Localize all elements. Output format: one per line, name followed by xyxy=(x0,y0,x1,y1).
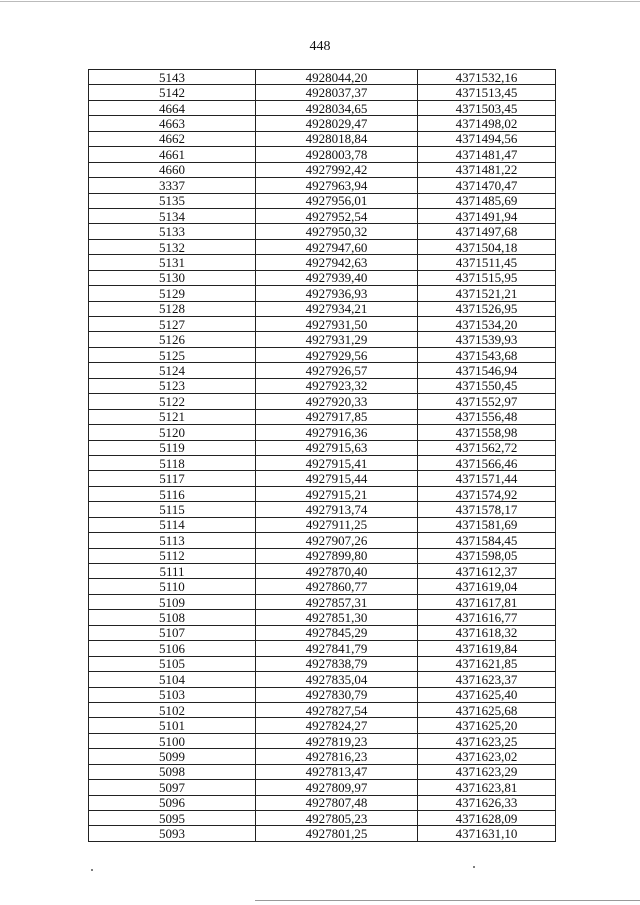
y-coordinate-cell: 4371623,37 xyxy=(418,672,556,687)
y-coordinate-cell: 4371618,32 xyxy=(418,625,556,640)
x-coordinate-cell: 4927920,33 xyxy=(256,394,418,409)
x-coordinate-cell: 4927860,77 xyxy=(256,579,418,594)
scan-bottom-edge xyxy=(255,900,640,901)
point-number-cell: 4664 xyxy=(89,100,256,115)
table-row xyxy=(89,718,556,733)
table-row xyxy=(89,471,556,486)
x-coordinate-cell: 4927911,25 xyxy=(256,517,418,532)
y-coordinate-cell: 4371619,04 xyxy=(418,579,556,594)
point-number-cell: 5119 xyxy=(89,440,256,455)
table-row xyxy=(89,486,556,501)
y-coordinate-cell: 4371628,09 xyxy=(418,811,556,826)
y-coordinate-cell: 4371511,45 xyxy=(418,255,556,270)
x-coordinate-cell: 4927963,94 xyxy=(256,178,418,193)
table-row xyxy=(89,286,556,301)
y-coordinate-cell: 4371481,47 xyxy=(418,147,556,162)
point-number-cell: 5109 xyxy=(89,594,256,609)
x-coordinate-cell: 4927851,30 xyxy=(256,610,418,625)
x-coordinate-cell: 4927830,79 xyxy=(256,687,418,702)
x-coordinate-cell: 4927956,01 xyxy=(256,193,418,208)
table-row xyxy=(89,780,556,795)
point-number-cell: 5120 xyxy=(89,425,256,440)
point-number-cell: 5106 xyxy=(89,641,256,656)
coordinates-table-body xyxy=(89,70,556,842)
y-coordinate-cell: 4371539,93 xyxy=(418,332,556,347)
point-number-cell: 5129 xyxy=(89,286,256,301)
x-coordinate-cell: 4927813,47 xyxy=(256,764,418,779)
point-number-cell: 4661 xyxy=(89,147,256,162)
table-row xyxy=(89,394,556,409)
point-number-cell: 5130 xyxy=(89,270,256,285)
table-row xyxy=(89,564,556,579)
y-coordinate-cell: 4371494,56 xyxy=(418,131,556,146)
y-coordinate-cell: 4371526,95 xyxy=(418,301,556,316)
point-number-cell: 5105 xyxy=(89,656,256,671)
x-coordinate-cell: 4927870,40 xyxy=(256,564,418,579)
point-number-cell: 5126 xyxy=(89,332,256,347)
y-coordinate-cell: 4371623,02 xyxy=(418,749,556,764)
point-number-cell: 5097 xyxy=(89,780,256,795)
table-row xyxy=(89,100,556,115)
table-row xyxy=(89,147,556,162)
table-row xyxy=(89,594,556,609)
x-coordinate-cell: 4927917,85 xyxy=(256,409,418,424)
y-coordinate-cell: 4371470,47 xyxy=(418,178,556,193)
x-coordinate-cell: 4927929,56 xyxy=(256,347,418,362)
x-coordinate-cell: 4927913,74 xyxy=(256,502,418,517)
point-number-cell: 5134 xyxy=(89,208,256,223)
x-coordinate-cell: 4927915,44 xyxy=(256,471,418,486)
point-number-cell: 5125 xyxy=(89,347,256,362)
y-coordinate-cell: 4371626,33 xyxy=(418,795,556,810)
point-number-cell: 5121 xyxy=(89,409,256,424)
table-row xyxy=(89,208,556,223)
x-coordinate-cell: 4927899,80 xyxy=(256,548,418,563)
table-row xyxy=(89,517,556,532)
x-coordinate-cell: 4927931,29 xyxy=(256,332,418,347)
x-coordinate-cell: 4927939,40 xyxy=(256,270,418,285)
table-row xyxy=(89,702,556,717)
table-row xyxy=(89,440,556,455)
table-row xyxy=(89,656,556,671)
y-coordinate-cell: 4371578,17 xyxy=(418,502,556,517)
table-row xyxy=(89,455,556,470)
point-number-cell: 5122 xyxy=(89,394,256,409)
y-coordinate-cell: 4371513,45 xyxy=(418,85,556,100)
y-coordinate-cell: 4371621,85 xyxy=(418,656,556,671)
table-row xyxy=(89,301,556,316)
point-number-cell: 4662 xyxy=(89,131,256,146)
table-row xyxy=(89,193,556,208)
x-coordinate-cell: 4927934,21 xyxy=(256,301,418,316)
coordinates-table xyxy=(88,69,556,842)
y-coordinate-cell: 4371497,68 xyxy=(418,224,556,239)
point-number-cell: 5096 xyxy=(89,795,256,810)
page-number: 448 xyxy=(309,39,331,54)
point-number-cell: 5108 xyxy=(89,610,256,625)
point-number-cell: 5093 xyxy=(89,826,256,841)
y-coordinate-cell: 4371562,72 xyxy=(418,440,556,455)
y-coordinate-cell: 4371503,45 xyxy=(418,100,556,115)
table-row xyxy=(89,224,556,239)
x-coordinate-cell: 4927915,63 xyxy=(256,440,418,455)
table-row xyxy=(89,533,556,548)
table-row xyxy=(89,579,556,594)
x-coordinate-cell: 4927992,42 xyxy=(256,162,418,177)
point-number-cell: 5118 xyxy=(89,455,256,470)
point-number-cell: 5101 xyxy=(89,718,256,733)
x-coordinate-cell: 4927936,93 xyxy=(256,286,418,301)
x-coordinate-cell: 4927816,23 xyxy=(256,749,418,764)
y-coordinate-cell: 4371546,94 xyxy=(418,363,556,378)
y-coordinate-cell: 4371598,05 xyxy=(418,548,556,563)
table-row xyxy=(89,733,556,748)
x-coordinate-cell: 4927947,60 xyxy=(256,239,418,254)
table-row xyxy=(89,363,556,378)
table-row xyxy=(89,795,556,810)
x-coordinate-cell: 4927819,23 xyxy=(256,733,418,748)
point-number-cell: 5133 xyxy=(89,224,256,239)
table-row xyxy=(89,239,556,254)
x-coordinate-cell: 4928029,47 xyxy=(256,116,418,131)
point-number-cell: 5124 xyxy=(89,363,256,378)
table-row xyxy=(89,332,556,347)
point-number-cell: 5110 xyxy=(89,579,256,594)
table-row xyxy=(89,378,556,393)
x-coordinate-cell: 4928034,65 xyxy=(256,100,418,115)
x-coordinate-cell: 4928044,20 xyxy=(256,70,418,85)
scan-speck xyxy=(473,866,475,868)
table-row xyxy=(89,610,556,625)
y-coordinate-cell: 4371631,10 xyxy=(418,826,556,841)
y-coordinate-cell: 4371574,92 xyxy=(418,486,556,501)
x-coordinate-cell: 4927845,29 xyxy=(256,625,418,640)
point-number-cell: 3337 xyxy=(89,178,256,193)
table-row xyxy=(89,85,556,100)
x-coordinate-cell: 4928018,84 xyxy=(256,131,418,146)
y-coordinate-cell: 4371616,77 xyxy=(418,610,556,625)
table-row xyxy=(89,178,556,193)
y-coordinate-cell: 4371485,69 xyxy=(418,193,556,208)
point-number-cell: 5115 xyxy=(89,502,256,517)
table-row xyxy=(89,70,556,85)
point-number-cell: 5132 xyxy=(89,239,256,254)
y-coordinate-cell: 4371498,02 xyxy=(418,116,556,131)
x-coordinate-cell: 4927915,21 xyxy=(256,486,418,501)
x-coordinate-cell: 4928037,37 xyxy=(256,85,418,100)
point-number-cell: 5111 xyxy=(89,564,256,579)
table-row xyxy=(89,409,556,424)
table-row xyxy=(89,347,556,362)
y-coordinate-cell: 4371623,25 xyxy=(418,733,556,748)
x-coordinate-cell: 4927838,79 xyxy=(256,656,418,671)
point-number-cell: 5099 xyxy=(89,749,256,764)
y-coordinate-cell: 4371581,69 xyxy=(418,517,556,532)
point-number-cell: 5103 xyxy=(89,687,256,702)
table-row xyxy=(89,270,556,285)
point-number-cell: 5107 xyxy=(89,625,256,640)
x-coordinate-cell: 4927942,63 xyxy=(256,255,418,270)
x-coordinate-cell: 4927805,23 xyxy=(256,811,418,826)
y-coordinate-cell: 4371566,46 xyxy=(418,455,556,470)
point-number-cell: 5100 xyxy=(89,733,256,748)
point-number-cell: 5104 xyxy=(89,672,256,687)
y-coordinate-cell: 4371623,81 xyxy=(418,780,556,795)
y-coordinate-cell: 4371571,44 xyxy=(418,471,556,486)
point-number-cell: 5102 xyxy=(89,702,256,717)
table-row xyxy=(89,764,556,779)
point-number-cell: 5114 xyxy=(89,517,256,532)
y-coordinate-cell: 4371584,45 xyxy=(418,533,556,548)
y-coordinate-cell: 4371491,94 xyxy=(418,208,556,223)
table-row xyxy=(89,162,556,177)
point-number-cell: 5113 xyxy=(89,533,256,548)
x-coordinate-cell: 4927907,26 xyxy=(256,533,418,548)
y-coordinate-cell: 4371521,21 xyxy=(418,286,556,301)
x-coordinate-cell: 4927827,54 xyxy=(256,702,418,717)
point-number-cell: 5142 xyxy=(89,85,256,100)
table-row xyxy=(89,687,556,702)
point-number-cell: 4660 xyxy=(89,162,256,177)
y-coordinate-cell: 4371515,95 xyxy=(418,270,556,285)
scan-top-edge xyxy=(0,1,640,2)
point-number-cell: 5098 xyxy=(89,764,256,779)
table-row xyxy=(89,317,556,332)
y-coordinate-cell: 4371625,40 xyxy=(418,687,556,702)
x-coordinate-cell: 4927809,97 xyxy=(256,780,418,795)
x-coordinate-cell: 4927841,79 xyxy=(256,641,418,656)
x-coordinate-cell: 4927926,57 xyxy=(256,363,418,378)
point-number-cell: 5112 xyxy=(89,548,256,563)
table-row xyxy=(89,672,556,687)
table-row xyxy=(89,826,556,841)
table-row xyxy=(89,641,556,656)
point-number-cell: 4663 xyxy=(89,116,256,131)
table-row xyxy=(89,425,556,440)
point-number-cell: 5123 xyxy=(89,378,256,393)
table-row xyxy=(89,749,556,764)
x-coordinate-cell: 4927835,04 xyxy=(256,672,418,687)
point-number-cell: 5095 xyxy=(89,811,256,826)
x-coordinate-cell: 4927915,41 xyxy=(256,455,418,470)
x-coordinate-cell: 4927931,50 xyxy=(256,317,418,332)
y-coordinate-cell: 4371623,29 xyxy=(418,764,556,779)
x-coordinate-cell: 4927801,25 xyxy=(256,826,418,841)
point-number-cell: 5128 xyxy=(89,301,256,316)
point-number-cell: 5143 xyxy=(89,70,256,85)
y-coordinate-cell: 4371625,68 xyxy=(418,702,556,717)
x-coordinate-cell: 4927807,48 xyxy=(256,795,418,810)
point-number-cell: 5135 xyxy=(89,193,256,208)
x-coordinate-cell: 4927916,36 xyxy=(256,425,418,440)
scan-speck xyxy=(91,869,93,871)
y-coordinate-cell: 4371558,98 xyxy=(418,425,556,440)
x-coordinate-cell: 4927824,27 xyxy=(256,718,418,733)
x-coordinate-cell: 4927857,31 xyxy=(256,594,418,609)
point-number-cell: 5131 xyxy=(89,255,256,270)
table-row xyxy=(89,548,556,563)
table-row xyxy=(89,625,556,640)
point-number-cell: 5117 xyxy=(89,471,256,486)
table-row xyxy=(89,811,556,826)
x-coordinate-cell: 4927952,54 xyxy=(256,208,418,223)
x-coordinate-cell: 4928003,78 xyxy=(256,147,418,162)
y-coordinate-cell: 4371556,48 xyxy=(418,409,556,424)
table-row xyxy=(89,255,556,270)
x-coordinate-cell: 4927923,32 xyxy=(256,378,418,393)
x-coordinate-cell: 4927950,32 xyxy=(256,224,418,239)
y-coordinate-cell: 4371617,81 xyxy=(418,594,556,609)
y-coordinate-cell: 4371504,18 xyxy=(418,239,556,254)
y-coordinate-cell: 4371534,20 xyxy=(418,317,556,332)
point-number-cell: 5127 xyxy=(89,317,256,332)
table-row xyxy=(89,502,556,517)
table-row xyxy=(89,116,556,131)
y-coordinate-cell: 4371543,68 xyxy=(418,347,556,362)
y-coordinate-cell: 4371532,16 xyxy=(418,70,556,85)
y-coordinate-cell: 4371552,97 xyxy=(418,394,556,409)
y-coordinate-cell: 4371612,37 xyxy=(418,564,556,579)
point-number-cell: 5116 xyxy=(89,486,256,501)
y-coordinate-cell: 4371625,20 xyxy=(418,718,556,733)
y-coordinate-cell: 4371481,22 xyxy=(418,162,556,177)
table-row xyxy=(89,131,556,146)
y-coordinate-cell: 4371550,45 xyxy=(418,378,556,393)
y-coordinate-cell: 4371619,84 xyxy=(418,641,556,656)
